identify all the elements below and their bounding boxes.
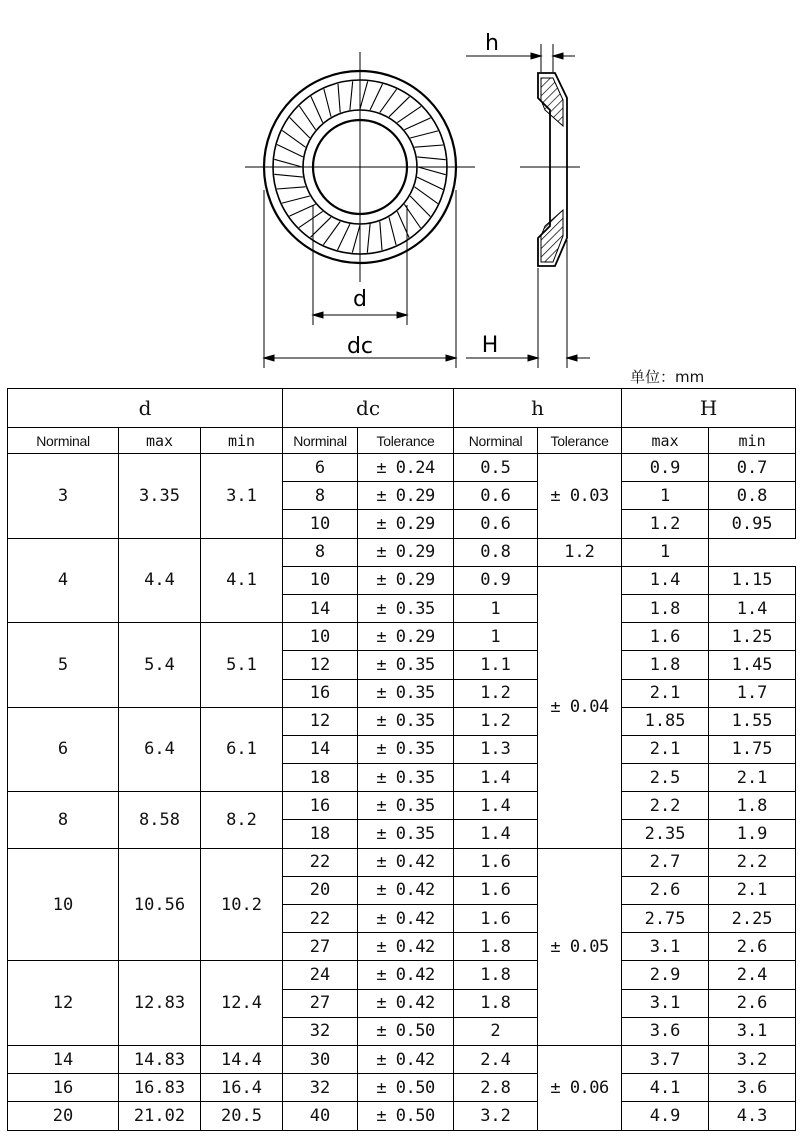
- H-max-cell: 3.7: [622, 1045, 709, 1073]
- h-nominal-cell: 1.8: [454, 933, 538, 961]
- h-tolerance-cell: ± 0.05: [538, 848, 622, 1045]
- table-row: [8, 792, 796, 820]
- d-max-cell: 4.4: [119, 538, 201, 623]
- dc-tolerance-cell: ± 0.24: [358, 454, 454, 482]
- d-nominal-cell: 20: [8, 1102, 119, 1130]
- h-nominal-cell: 1.2: [454, 707, 538, 735]
- dc-tolerance-cell: ± 0.42: [358, 989, 454, 1017]
- serration-tooth: [323, 222, 340, 245]
- dc-tolerance-cell: ± 0.50: [358, 1074, 454, 1102]
- dc-nominal-cell: 27: [283, 989, 358, 1017]
- H-max-cell: 2.6: [622, 876, 709, 904]
- d-max-cell: 16.83: [119, 1074, 201, 1102]
- serration-tooth: [350, 81, 353, 110]
- spec-table-body: [8, 454, 796, 1131]
- serration-tooth: [417, 157, 446, 160]
- dc-tolerance-cell: ± 0.29: [358, 510, 454, 538]
- h-nominal-cell: 1.8: [454, 961, 538, 989]
- H-min-cell: 1.8: [709, 792, 796, 820]
- d-min-cell: 5.1: [201, 623, 283, 708]
- header-H: H: [622, 389, 796, 428]
- H-min-cell: 2.4: [709, 961, 796, 989]
- dc-nominal-cell: 14: [283, 594, 358, 622]
- table-row: [8, 1045, 796, 1073]
- H-min-cell: 2.6: [709, 989, 796, 1017]
- serration-tooth: [370, 84, 382, 110]
- d-nominal-cell: 8: [8, 792, 119, 848]
- H-min-cell: 0.8: [709, 482, 796, 510]
- serration-tooth: [338, 84, 340, 113]
- dc-tolerance-cell: ± 0.29: [358, 538, 454, 566]
- dc-nominal-cell: 24: [283, 961, 358, 989]
- d-max-cell: 21.02: [119, 1102, 201, 1130]
- spec-table: [7, 388, 796, 1131]
- H-max-cell: 4.1: [622, 1074, 709, 1102]
- sub-header-row: [8, 428, 796, 454]
- H-max-cell: 2.35: [622, 820, 709, 848]
- header-h-tolerance: Tolerance: [538, 428, 622, 454]
- d-max-cell: 6.4: [119, 707, 201, 792]
- dc-tolerance-cell: ± 0.35: [358, 735, 454, 763]
- H-min-cell: 2.25: [709, 905, 796, 933]
- h-nominal-cell: 1.8: [454, 989, 538, 1017]
- h-nominal-cell: 0.8: [454, 538, 538, 566]
- H-max-cell: 3.1: [622, 933, 709, 961]
- h-nominal-cell: 0.6: [454, 482, 538, 510]
- d-nominal-cell: 16: [8, 1074, 119, 1102]
- header-H-min: min: [709, 428, 796, 454]
- h-nominal-cell: 2.4: [454, 1045, 538, 1073]
- d-nominal-cell: 10: [8, 848, 119, 961]
- h-nominal-cell: 1.6: [454, 905, 538, 933]
- H-min-cell: 0.7: [709, 454, 796, 482]
- H-min-cell: 2.6: [709, 933, 796, 961]
- serration-tooth: [299, 211, 323, 227]
- serration-tooth: [360, 81, 368, 109]
- table-row: [8, 623, 796, 651]
- serration-tooth: [380, 222, 382, 251]
- d-nominal-cell: 14: [8, 1045, 119, 1073]
- header-d: d: [8, 389, 283, 428]
- d-nominal-cell: 4: [8, 538, 119, 623]
- serration-tooth: [274, 159, 302, 167]
- H-max-cell: 2.1: [622, 735, 709, 763]
- group-header-row: [8, 389, 796, 428]
- table-row: [8, 1074, 796, 1102]
- H-min-cell: 2.1: [709, 764, 796, 792]
- d-nominal-cell: 12: [8, 961, 119, 1046]
- serration-tooth: [277, 145, 303, 157]
- dc-nominal-cell: 27: [283, 933, 358, 961]
- h-nominal-cell: 2: [454, 1017, 538, 1045]
- H-min-cell: 1.9: [709, 820, 796, 848]
- H-min-cell: 1.15: [709, 566, 796, 594]
- washer-side-view: [520, 73, 580, 266]
- table-row: [8, 961, 796, 989]
- H-max-cell: 2.75: [622, 905, 709, 933]
- serration-tooth: [290, 118, 310, 139]
- d-max-cell: 3.35: [119, 454, 201, 539]
- h-nominal-cell: 1.2: [454, 679, 538, 707]
- h-nominal-cell: 1.1: [454, 651, 538, 679]
- table-row: [8, 1102, 796, 1130]
- d-nominal-cell: 5: [8, 623, 119, 708]
- dc-tolerance-cell: ± 0.50: [358, 1102, 454, 1130]
- label-h: h: [485, 31, 499, 56]
- h-nominal-cell: 0.9: [454, 566, 538, 594]
- dim-h: [466, 44, 575, 72]
- dc-tolerance-cell: ± 0.35: [358, 792, 454, 820]
- serration-tooth: [389, 97, 410, 117]
- label-dc: dc: [346, 334, 374, 359]
- serration-tooth: [380, 89, 397, 112]
- serration-tooth: [289, 204, 315, 216]
- header-h: h: [454, 389, 622, 428]
- H-min-cell: 4.3: [709, 1102, 796, 1130]
- serration-tooth: [418, 167, 446, 175]
- dc-nominal-cell: 32: [283, 1074, 358, 1102]
- d-nominal-cell: 6: [8, 707, 119, 792]
- header-d-max: max: [119, 428, 201, 454]
- H-max-cell: 2.7: [622, 848, 709, 876]
- dc-nominal-cell: 30: [283, 1045, 358, 1073]
- dc-nominal-cell: 6: [283, 454, 358, 482]
- d-min-cell: 3.1: [201, 454, 283, 539]
- dc-nominal-cell: 10: [283, 623, 358, 651]
- dc-tolerance-cell: ± 0.35: [358, 679, 454, 707]
- dc-nominal-cell: 16: [283, 679, 358, 707]
- serration-tooth: [324, 89, 331, 117]
- h-tolerance-cell: ± 0.06: [538, 1045, 622, 1130]
- dc-nominal-cell: 16: [283, 792, 358, 820]
- h-tolerance-cell: ± 0.04: [538, 566, 622, 848]
- serration-tooth: [397, 106, 421, 122]
- dc-nominal-cell: 10: [283, 510, 358, 538]
- serration-tooth: [299, 106, 315, 130]
- washer-drawing: [0, 0, 800, 390]
- serration-tooth: [404, 118, 430, 130]
- dc-nominal-cell: 14: [283, 735, 358, 763]
- H-min-cell: 3.1: [709, 1017, 796, 1045]
- d-min-cell: 6.1: [201, 707, 283, 792]
- H-min-cell: 1.4: [709, 594, 796, 622]
- h-nominal-cell: 3.2: [454, 1102, 538, 1130]
- dc-tolerance-cell: ± 0.29: [358, 566, 454, 594]
- H-min-cell: 2.1: [709, 876, 796, 904]
- H-max-cell: 1.8: [622, 594, 709, 622]
- serration-tooth: [282, 196, 310, 203]
- h-nominal-cell: 1: [454, 623, 538, 651]
- serration-tooth: [367, 224, 370, 253]
- dc-nominal-cell: 8: [283, 482, 358, 510]
- H-min-cell: 1.25: [709, 623, 796, 651]
- serration-tooth: [274, 174, 303, 177]
- d-min-cell: 20.5: [201, 1102, 283, 1130]
- H-min-cell: 3.2: [709, 1045, 796, 1073]
- dc-nominal-cell: 40: [283, 1102, 358, 1130]
- dc-tolerance-cell: ± 0.42: [358, 933, 454, 961]
- dc-tolerance-cell: ± 0.35: [358, 764, 454, 792]
- dc-nominal-cell: 8: [283, 538, 358, 566]
- dc-tolerance-cell: ± 0.42: [358, 848, 454, 876]
- serration-tooth: [415, 145, 444, 147]
- dc-nominal-cell: 12: [283, 651, 358, 679]
- table-row: [8, 454, 796, 482]
- d-min-cell: 10.2: [201, 848, 283, 961]
- serration-tooth: [352, 225, 360, 253]
- dc-nominal-cell: 18: [283, 764, 358, 792]
- h-nominal-cell: 1.3: [454, 735, 538, 763]
- dc-tolerance-cell: ± 0.42: [358, 1045, 454, 1073]
- H-min-cell: 1.55: [709, 707, 796, 735]
- dc-tolerance-cell: ± 0.29: [358, 482, 454, 510]
- table-row: [8, 707, 796, 735]
- serration-tooth: [277, 187, 306, 189]
- dc-tolerance-cell: ± 0.42: [358, 961, 454, 989]
- header-h-nominal: Norminal: [454, 428, 538, 454]
- dc-nominal-cell: 22: [283, 848, 358, 876]
- serration-tooth: [311, 217, 332, 237]
- dc-nominal-cell: 20: [283, 876, 358, 904]
- dc-tolerance-cell: ± 0.50: [358, 1017, 454, 1045]
- table-row: [8, 538, 796, 566]
- H-max-cell: 1.8: [622, 651, 709, 679]
- H-max-cell: 4.9: [622, 1102, 709, 1130]
- d-max-cell: 14.83: [119, 1045, 201, 1073]
- label-H: H: [481, 333, 499, 358]
- serration-tooth: [415, 187, 438, 204]
- washer-front-view: [245, 52, 475, 282]
- header-d-nominal: Norminal: [8, 428, 119, 454]
- d-min-cell: 12.4: [201, 961, 283, 1046]
- H-max-cell: 2.2: [622, 792, 709, 820]
- d-max-cell: 12.83: [119, 961, 201, 1046]
- dc-tolerance-cell: ± 0.35: [358, 707, 454, 735]
- serration-tooth: [410, 196, 430, 217]
- label-d: d: [353, 287, 367, 312]
- h-tolerance-cell: ± 0.03: [538, 454, 622, 539]
- serration-tooth: [410, 131, 438, 138]
- dc-tolerance-cell: ± 0.29: [358, 623, 454, 651]
- H-min-cell: 0.95: [709, 510, 796, 538]
- h-nominal-cell: 2.8: [454, 1074, 538, 1102]
- d-min-cell: 8.2: [201, 792, 283, 848]
- H-max-cell: 2.1: [622, 679, 709, 707]
- H-max-cell: 2.9: [622, 961, 709, 989]
- serration-tooth: [389, 217, 396, 245]
- table-row: [8, 848, 796, 876]
- serration-tooth: [311, 96, 323, 122]
- h-nominal-cell: 1: [454, 594, 538, 622]
- serration-tooth: [338, 224, 350, 250]
- header-d-min: min: [201, 428, 283, 454]
- H-max-cell: 3.1: [622, 989, 709, 1017]
- h-nominal-cell: 1.6: [454, 848, 538, 876]
- dc-tolerance-cell: ± 0.35: [358, 820, 454, 848]
- H-max-cell: 1.6: [622, 623, 709, 651]
- h-nominal-cell: 1.6: [454, 876, 538, 904]
- H-min-cell: 1: [622, 538, 709, 566]
- d-max-cell: 10.56: [119, 848, 201, 961]
- d-min-cell: 14.4: [201, 1045, 283, 1073]
- H-max-cell: 1.85: [622, 707, 709, 735]
- dc-nominal-cell: 18: [283, 820, 358, 848]
- header-dc: dc: [283, 389, 454, 428]
- serration-tooth: [282, 130, 305, 147]
- H-min-cell: 3.6: [709, 1074, 796, 1102]
- dc-nominal-cell: 12: [283, 707, 358, 735]
- dc-tolerance-cell: ± 0.42: [358, 905, 454, 933]
- H-max-cell: 1.2: [622, 510, 709, 538]
- h-nominal-cell: 0.6: [454, 510, 538, 538]
- h-nominal-cell: 1.4: [454, 820, 538, 848]
- H-max-cell: 1.4: [622, 566, 709, 594]
- dc-tolerance-cell: ± 0.35: [358, 594, 454, 622]
- header-dc-tolerance: Tolerance: [358, 428, 454, 454]
- d-nominal-cell: 3: [8, 454, 119, 539]
- header-dc-nominal: Norminal: [283, 428, 358, 454]
- H-min-cell: 2.2: [709, 848, 796, 876]
- H-max-cell: 2.5: [622, 764, 709, 792]
- d-min-cell: 16.4: [201, 1074, 283, 1102]
- dc-nominal-cell: 32: [283, 1017, 358, 1045]
- serration-tooth: [417, 177, 443, 189]
- d-max-cell: 8.58: [119, 792, 201, 848]
- dc-tolerance-cell: ± 0.42: [358, 876, 454, 904]
- H-max-cell: 3.6: [622, 1017, 709, 1045]
- H-max-cell: 1.2: [538, 538, 622, 566]
- header-H-max: max: [622, 428, 709, 454]
- H-max-cell: 1: [622, 482, 709, 510]
- d-min-cell: 4.1: [201, 538, 283, 623]
- H-min-cell: 1.7: [709, 679, 796, 707]
- h-nominal-cell: 0.5: [454, 454, 538, 482]
- H-min-cell: 1.45: [709, 651, 796, 679]
- unit-label: 单位：mm: [630, 368, 705, 386]
- dc-nominal-cell: 22: [283, 905, 358, 933]
- h-nominal-cell: 1.4: [454, 792, 538, 820]
- dc-tolerance-cell: ± 0.35: [358, 651, 454, 679]
- dc-nominal-cell: 10: [283, 566, 358, 594]
- H-min-cell: 1.75: [709, 735, 796, 763]
- d-max-cell: 5.4: [119, 623, 201, 708]
- H-max-cell: 0.9: [622, 454, 709, 482]
- h-nominal-cell: 1.4: [454, 764, 538, 792]
